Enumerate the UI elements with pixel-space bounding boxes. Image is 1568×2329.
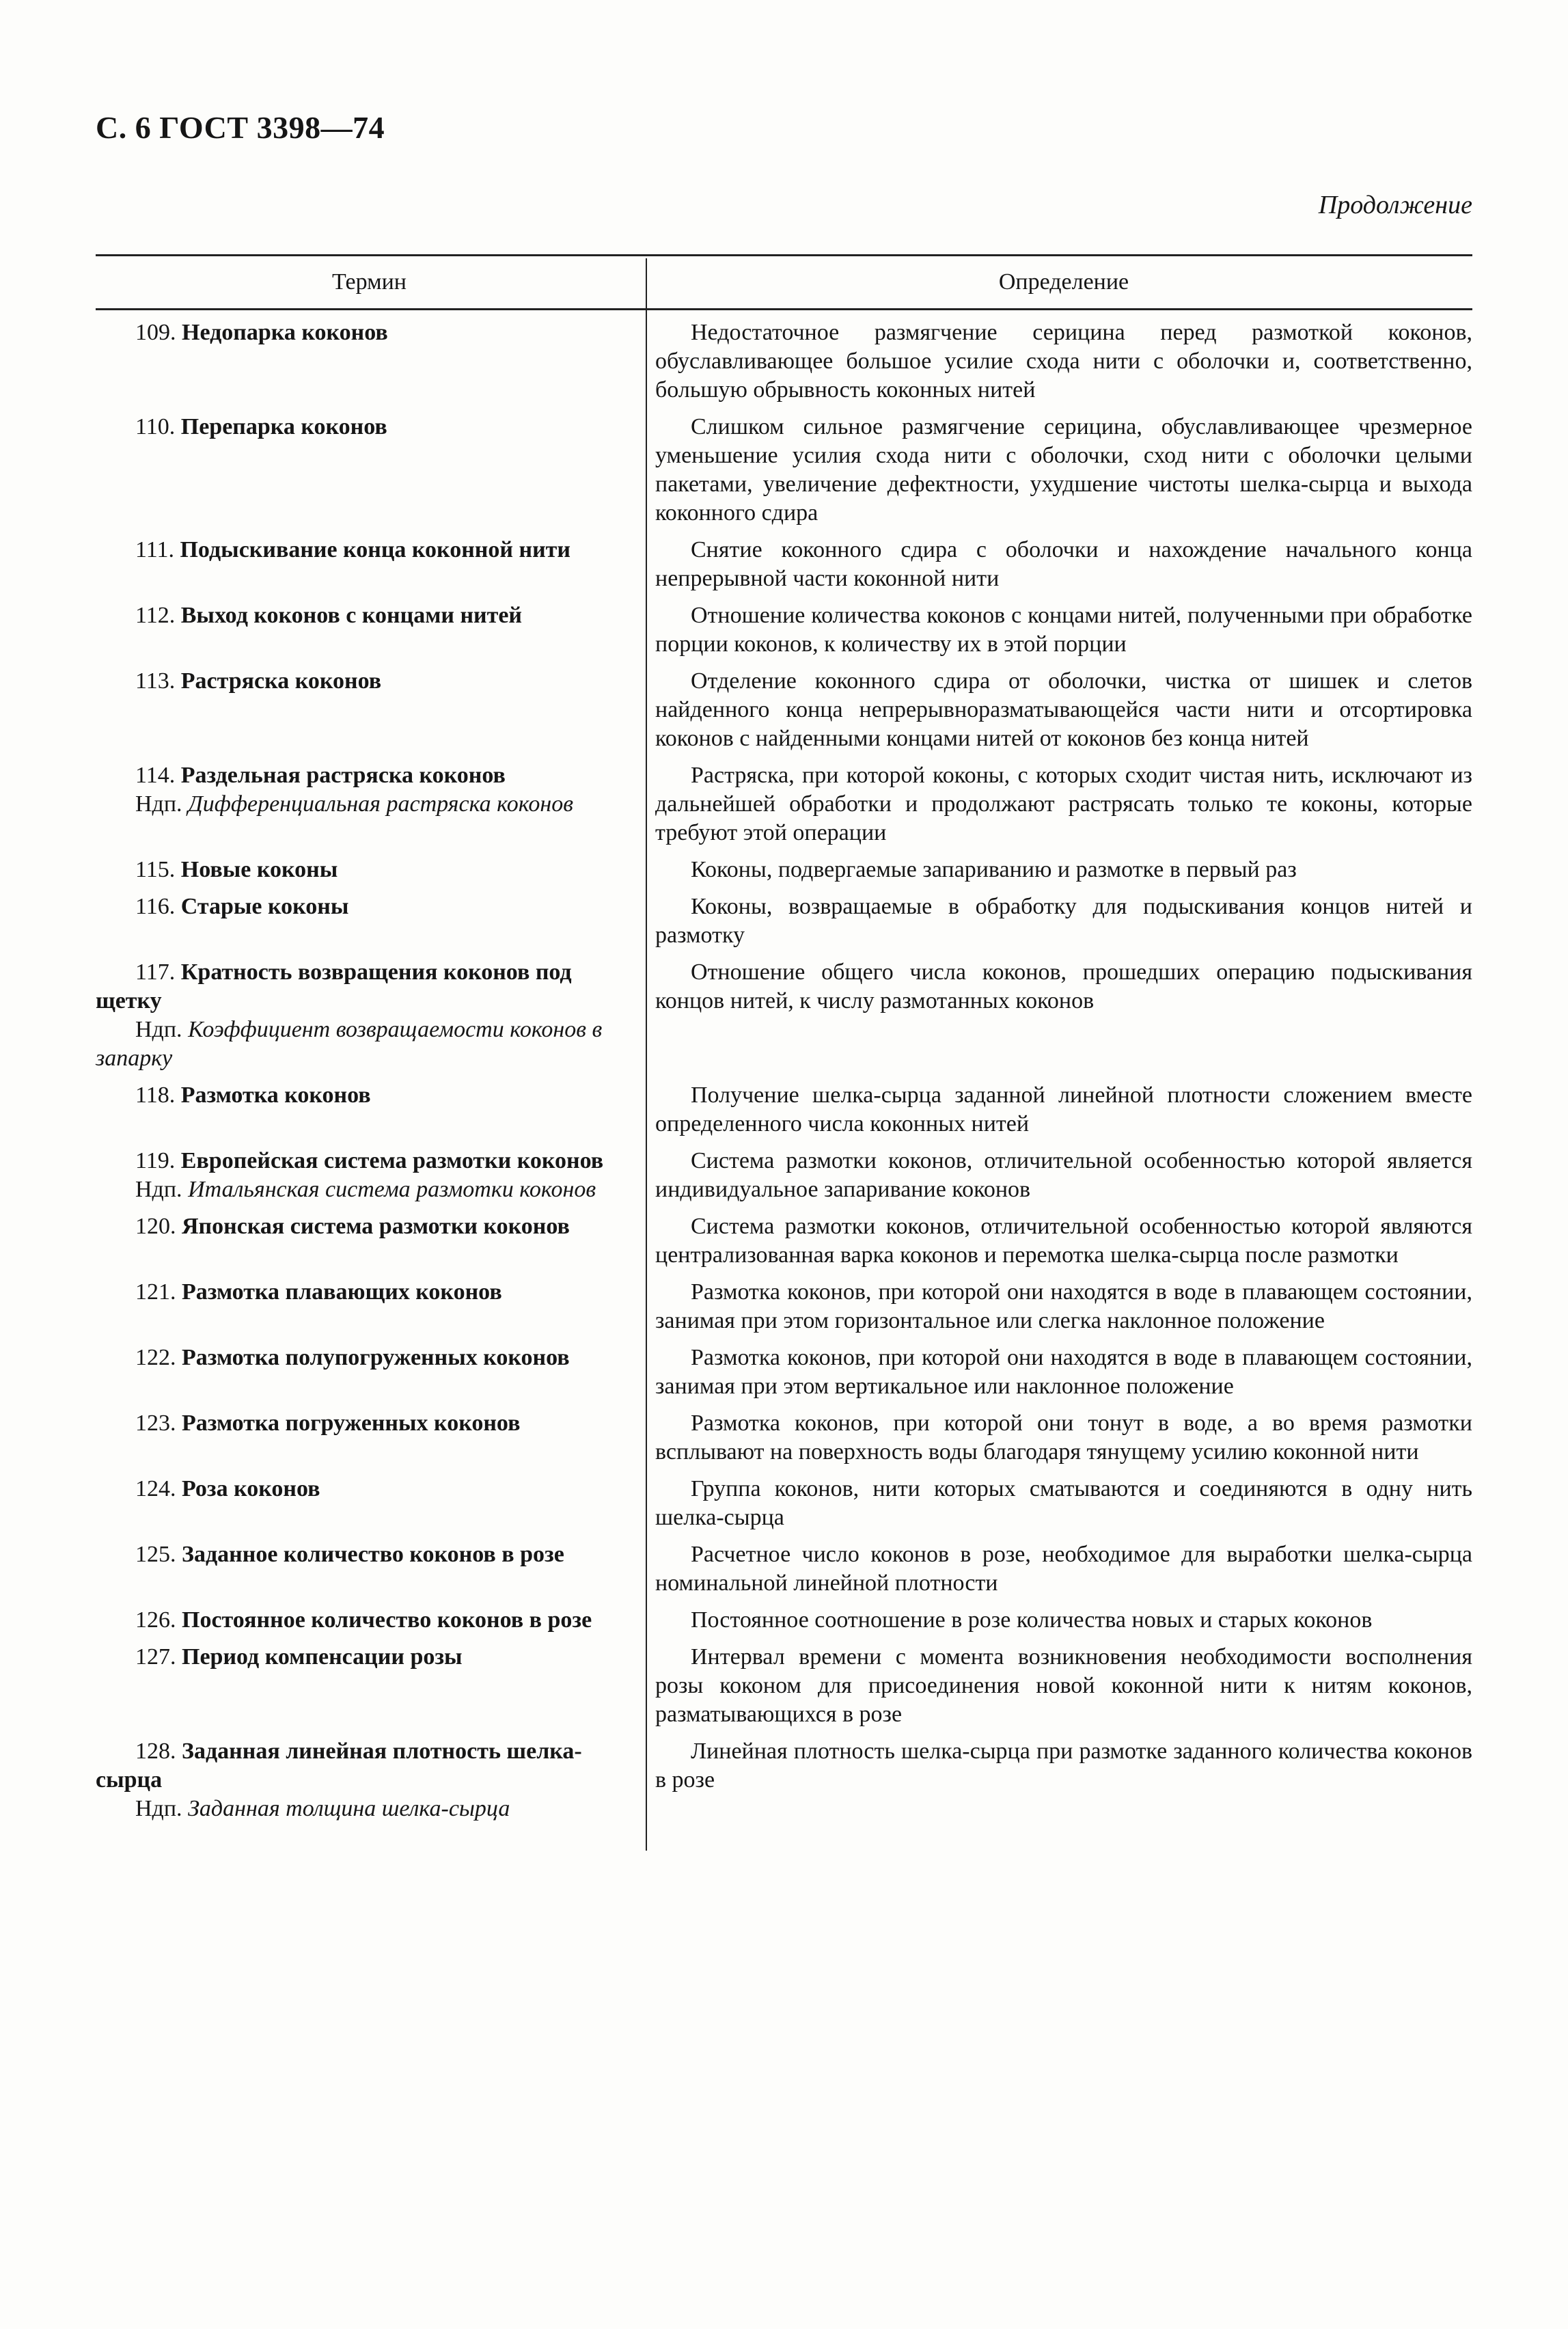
definition-cell: Получение шелка-сырца заданной линейной плотности сложением вместе определенного числа коконных нитей	[655, 1082, 1472, 1136]
term-cell	[96, 1540, 646, 1598]
term-cell	[96, 893, 646, 950]
definition-cell: Размотка коконов, при которой они находятся в воде в плавающем состоянии, занимая при этом вертикальное или наклонное положение	[655, 1345, 1472, 1399]
term-number: 116.	[135, 894, 176, 919]
term-cell	[96, 413, 646, 528]
term-number: 119.	[135, 1148, 176, 1173]
term-cell	[96, 1737, 646, 1823]
table-row	[96, 1344, 1472, 1401]
term-cell	[96, 601, 646, 659]
definition-cell: Снятие коконного сдира с оболочки и нахождение начального конца непрерывной части коконной нити	[655, 537, 1472, 591]
term-name: Постоянное количество коконов в розе	[182, 1607, 592, 1633]
term-number: 118.	[135, 1082, 176, 1108]
term-name: Размотка коконов	[180, 1082, 371, 1108]
ndp-line	[96, 790, 643, 819]
table-row	[96, 1540, 1472, 1598]
term-name: Новые коконы	[180, 857, 338, 882]
term-number: 128.	[135, 1739, 176, 1764]
table-body	[96, 310, 1472, 1823]
table-row	[96, 318, 1472, 405]
column-header-definition: Определение	[998, 269, 1129, 295]
ndp-line	[96, 1795, 643, 1823]
term-cell	[96, 958, 646, 1073]
term-name: Подыскивание конца коконной нити	[180, 537, 570, 562]
definition-cell: Линейная плотность шелка-сырца при размотке заданного количества коконов в розе	[655, 1739, 1472, 1793]
term-cell	[96, 856, 646, 884]
term-number: 117.	[135, 959, 176, 985]
term-number: 114.	[135, 763, 176, 788]
table-row	[96, 1409, 1472, 1467]
ndp-term: Дифференциальная растряска коконов	[188, 791, 573, 817]
definition-cell: Постоянное соотношение в розе количества новых и старых коконов	[691, 1607, 1373, 1633]
definition-cell: Растряска, при которой коконы, с которых сходит чистая нить, исключают из дальнейшей обработки и продолжают растрясать только те коконы, которые требуют этой операции	[655, 763, 1472, 845]
table-row	[96, 958, 1472, 1073]
term-number: 124.	[135, 1476, 176, 1501]
term-name: Выход коконов с концами нитей	[180, 603, 523, 628]
term-number: 120.	[135, 1214, 176, 1239]
ndp-label: Ндп.	[135, 791, 182, 817]
table-row	[96, 856, 1472, 884]
term-name: Размотка полупогруженных коконов	[182, 1345, 570, 1370]
term-number: 127.	[135, 1644, 176, 1670]
term-name: Период компенсации розы	[182, 1644, 463, 1670]
table-row	[96, 761, 1472, 847]
term-cell	[96, 761, 646, 847]
definition-cell: Отделение коконного сдира от оболочки, чистка от шишек и слетов найденного конца непрерывноразматывающейся части нити и отсортировка коконов с найденными концами нитей от коконов без конца нитей	[655, 668, 1472, 751]
ndp-line	[96, 1175, 643, 1204]
term-name: Европейская система размотки коконов	[180, 1148, 604, 1173]
ndp-term: Коэффициент возвращаемости коконов в запарку	[96, 1017, 603, 1071]
table-header	[96, 256, 1472, 308]
table-row	[96, 1475, 1472, 1532]
definition-cell: Система размотки коконов, отличительной особенностью которой является индивидуальное запаривание коконов	[655, 1148, 1472, 1202]
table-row	[96, 536, 1472, 593]
table-row	[96, 1147, 1472, 1204]
term-cell	[96, 667, 646, 753]
table-row	[96, 1737, 1472, 1823]
term-name: Недопарка коконов	[182, 320, 388, 345]
definition-cell: Недостаточное размягчение серицина перед размоткой коконов, обуславливающее большое усилие схода нити с оболочки и, соответственно, большую обрывность коконных нитей	[655, 320, 1472, 403]
term-number: 125.	[135, 1542, 176, 1567]
table-row	[96, 1643, 1472, 1729]
term-name: Заданное количество коконов в розе	[182, 1542, 564, 1567]
table-row	[96, 1212, 1472, 1270]
term-cell	[96, 1643, 646, 1729]
term-cell	[96, 1278, 646, 1335]
terms-table	[96, 254, 1472, 1831]
definition-cell: Размотка коконов, при которой они тонут в воде, а во время размотки всплывают на поверхность воды благодаря тянущему усилию коконной нити	[655, 1411, 1472, 1465]
ndp-label: Ндп.	[135, 1796, 182, 1821]
term-number: 115.	[135, 857, 176, 882]
column-divider	[646, 258, 647, 1851]
term-name: Растряска коконов	[180, 668, 382, 694]
table-row	[96, 1278, 1472, 1335]
ndp-label: Ндп.	[135, 1017, 182, 1042]
term-cell	[96, 1409, 646, 1467]
definition-cell: Расчетное число коконов в розе, необходимое для выработки шелка-сырца номинальной линейной плотности	[655, 1542, 1472, 1596]
term-number: 109.	[135, 320, 176, 345]
term-name: Заданная линейная плотность шелка-сырца	[96, 1739, 582, 1793]
definition-cell: Отношение общего числа коконов, прошедших операцию подыскивания концов нитей, к числу размотанных коконов	[655, 959, 1472, 1013]
term-number: 110.	[135, 414, 176, 439]
term-cell	[96, 1475, 646, 1532]
definition-cell: Коконы, подвергаемые запариванию и размотке в первый раз	[691, 857, 1297, 882]
term-cell	[96, 536, 646, 593]
ndp-term: Итальянская система размотки коконов	[188, 1177, 596, 1202]
ndp-term: Заданная толщина шелка-сырца	[188, 1796, 510, 1821]
table-row	[96, 601, 1472, 659]
definition-cell: Система размотки коконов, отличительной особенностью которой являются централизованная варка коконов и перемотка шелка-сырца после размотки	[655, 1214, 1472, 1268]
definition-cell: Группа коконов, нити которых сматываются и соединяются в одну нить шелка-сырца	[655, 1476, 1472, 1530]
definition-cell: Размотка коконов, при которой они находятся в воде в плавающем состоянии, занимая при этом горизонтальное или слегка наклонное положение	[655, 1279, 1472, 1333]
term-cell	[96, 1606, 646, 1635]
definition-cell: Коконы, возвращаемые в обработку для подыскивания концов нитей и размотку	[655, 894, 1472, 948]
definition-cell: Интервал времени с момента возникновения необходимости восполнения розы коконом для присоединения новой коконной нити к нитям коконов, разматывающихся в розе	[655, 1644, 1472, 1727]
definition-cell: Слишком сильное размягчение серицина, обуславливающее чрезмерное уменьшение усилия схода нити с оболочки, сход нити с оболочки целыми пакетами, увеличение дефектности, ухудшение чистоты шелка-сырца и выхода коконного сдира	[655, 414, 1472, 526]
definition-cell: Отношение количества коконов с концами нитей, полученными при обработке порции коконов, к количеству их в этой порции	[655, 603, 1472, 657]
term-number: 113.	[135, 668, 176, 694]
table-row	[96, 1081, 1472, 1139]
term-name: Перепарка коконов	[180, 414, 387, 439]
table-row	[96, 1606, 1472, 1635]
term-number: 112.	[135, 603, 176, 628]
term-number: 123.	[135, 1411, 176, 1436]
term-name: Размотка погруженных коконов	[182, 1411, 521, 1436]
page-header: С. 6 ГОСТ 3398—74	[96, 110, 385, 145]
ndp-line	[96, 1016, 643, 1073]
term-name: Кратность возвращения коконов под щетку	[96, 959, 572, 1013]
term-cell	[96, 318, 646, 405]
column-header-term: Термин	[332, 269, 407, 295]
term-number: 111.	[135, 537, 174, 562]
term-cell	[96, 1212, 646, 1270]
term-number: 121.	[135, 1279, 176, 1305]
term-name: Роза коконов	[182, 1476, 320, 1501]
term-name: Раздельная растряска коконов	[180, 763, 506, 788]
term-cell	[96, 1344, 646, 1401]
term-number: 126.	[135, 1607, 176, 1633]
table-row	[96, 413, 1472, 528]
term-number: 122.	[135, 1345, 176, 1370]
term-name: Старые коконы	[180, 894, 349, 919]
ndp-label: Ндп.	[135, 1177, 182, 1202]
table-row	[96, 893, 1472, 950]
term-name: Японская система размотки коконов	[182, 1214, 570, 1239]
term-name: Размотка плавающих коконов	[182, 1279, 502, 1305]
continuation-label: Продолжение	[1318, 191, 1472, 219]
table-row	[96, 667, 1472, 753]
term-cell	[96, 1147, 646, 1204]
term-cell	[96, 1081, 646, 1139]
